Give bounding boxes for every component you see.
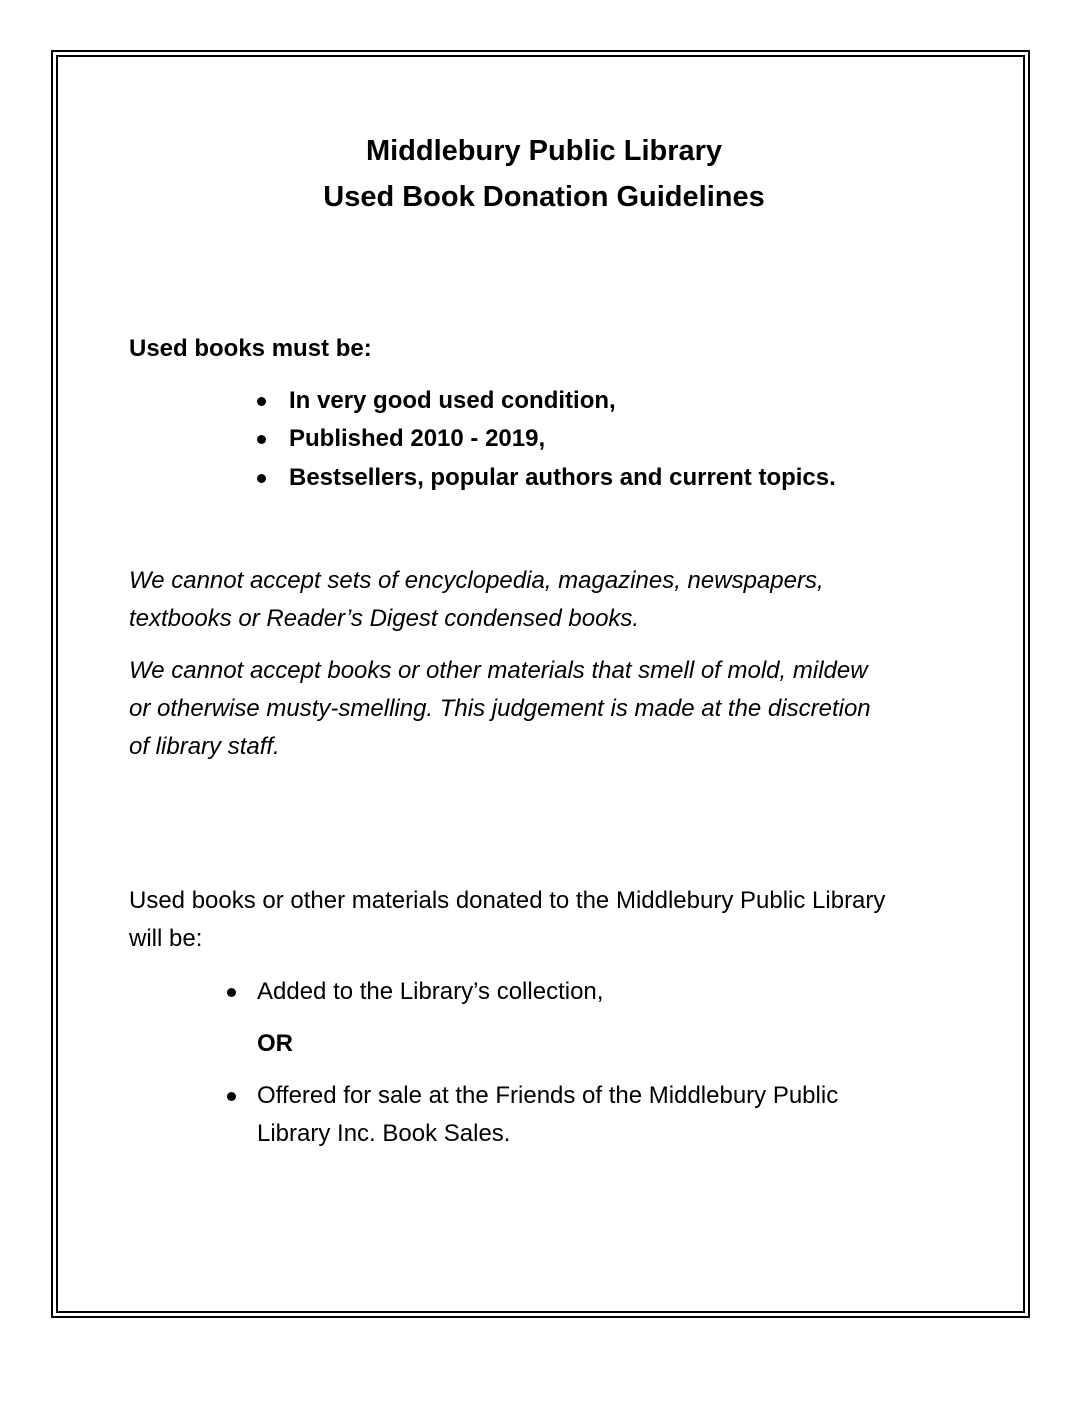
outcome-intro-line: will be: xyxy=(129,925,203,952)
outcome-item-2-line: Library Inc. Book Sales. xyxy=(257,1120,511,1147)
restriction-2-line: We cannot accept books or other materials that smell of mold, mildew xyxy=(129,657,868,684)
bullet-icon xyxy=(257,435,266,444)
outcome-intro-line: Used books or other materials donated to the Middlebury Public Library xyxy=(129,887,886,914)
page-title: Middlebury Public Library xyxy=(365,135,723,167)
bullet-icon xyxy=(257,397,266,406)
restriction-2-line: of library staff. xyxy=(129,733,280,760)
restriction-1-line: textbooks or Reader’s Digest condensed books. xyxy=(129,605,640,632)
bullet-icon xyxy=(257,474,266,483)
page-subtitle: Used Book Donation Guidelines xyxy=(323,181,765,213)
restriction-2-line: or otherwise musty-smelling. This judgement is made at the discretion xyxy=(129,695,871,722)
bullet-icon xyxy=(227,1092,236,1101)
list-item: Published 2010 - 2019, xyxy=(289,425,546,452)
list-item: Bestsellers, popular authors and current topics. xyxy=(289,464,836,491)
outcome-item-2-line: Offered for sale at the Friends of the Middlebury Public xyxy=(257,1082,839,1109)
restriction-1-line: We cannot accept sets of encyclopedia, magazines, newspapers, xyxy=(129,567,824,594)
outcome-or: OR xyxy=(257,1030,293,1057)
bullet-icon xyxy=(227,988,236,997)
outcome-item-1: Added to the Library’s collection, xyxy=(257,978,604,1005)
requirements-heading: Used books must be: xyxy=(129,335,372,362)
list-item: In very good used condition, xyxy=(289,387,616,414)
